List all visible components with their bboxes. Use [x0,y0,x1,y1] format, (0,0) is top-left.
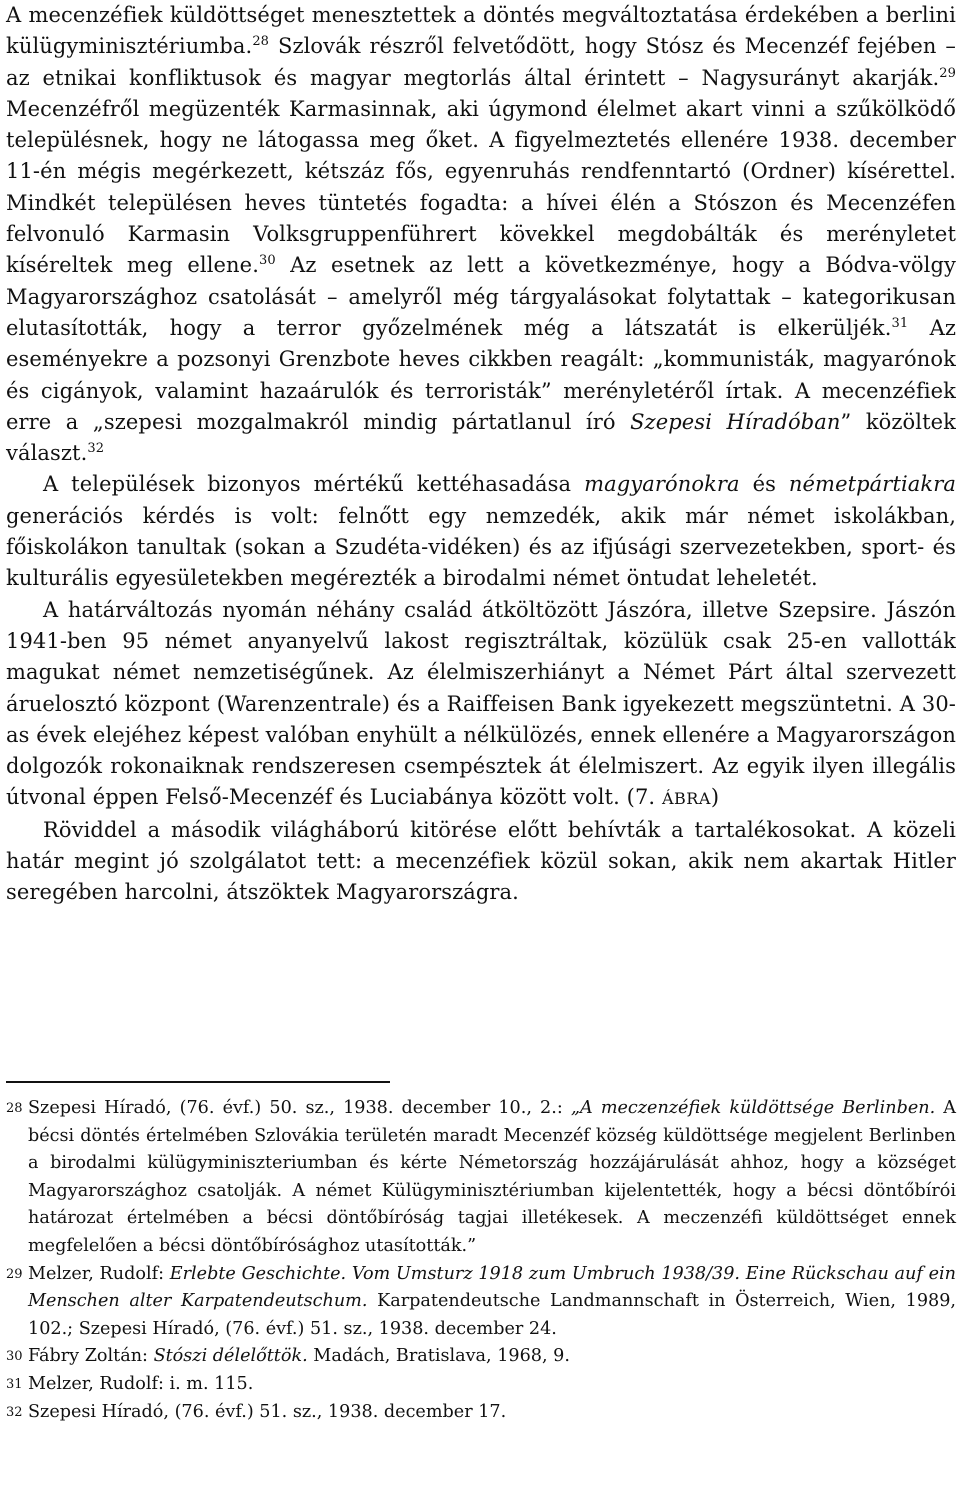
footnote-ref-30[interactable]: 30 [258,253,276,269]
footnote-ref-28[interactable]: 28 [252,34,270,50]
footnote-text: Karpatendeutsche Landmannschaft in Österreich, Wien, 1989, 102.; Szepesi Híradó, (76. évf.) 51. sz., 1938. december 24. [28,1291,956,1339]
footnote-italic: „A meczenzéfiek küldöttsége Berlinben. [570,1098,936,1118]
text-run: Az esetnek az lett a következménye, hogy a Bódva-völgy Magyarországhoz csatolását – amelyről még tárgyalásokat folytattak – kategorikusan elutasították, hogy a terror győzelmének még a látszatát is elkerüljék. [6,253,956,340]
footnote-28 [6,1095,956,1261]
footnote-italic: Stószi délelőttök. [153,1346,308,1367]
italic-title: Szepesi Híradóban [630,409,841,434]
footnote-text: Melzer, Rudolf: i. m. 115. [28,1373,254,1394]
footnote-text: Fábry Zoltán: [28,1346,154,1367]
text-run: Mecenzéfről megüzenték Karmasinnak, aki úgymond élelmet akart vinni a szűkölködő településnek, hogy ne látogassa meg őket. A figyelmeztetés ellenére 1938. december 11-én mégis megérkezett, kétszáz fős, egyenruhás rendfenntartó (Ordner) kísérettel. Mindkét településen heves tüntetés fogadta: a hívei élén a Stószon és Mecenzéfen felvonuló Karmasin Volksgruppenführert kövekkel megdobálták és merényletet kíséreltek meg ellene. [6,96,956,278]
text-run: ” közöltek választ. [6,409,957,466]
footnote-text: Melzer, Rudolf: [28,1263,170,1284]
footnote-number: 31 [6,1376,23,1392]
text-run: A határváltozás nyomán néhány család átköltözött Jászóra, illetve Szepsire. Jászón 1941-ben 95 német anyanyelvű lakost regisztráltak, közülük csak 25-en vallották magukat német nemzetiségűnek. Az élelmiszerhiányt a Német Párt által szervezett áruelosztó központ (Warenzentrale) és a Raiffeisen Bank igyekezett megszüntetni. A 30-as évek elejéhez képest valóban enyhült a nélkülözés, ennek ellenére a Magyarországon dolgozók rokonaiknak rendszeresen csempésztek át élelmiszert. Az egyik ilyen illegális útvonal éppen Felső-Mecenzéf és Luciabánya között volt. (7. [6,597,956,810]
main-text [6,0,956,909]
figure-reference[interactable]: ÁBRA [661,789,711,809]
paragraph-1 [6,0,956,469]
footnote-ref-31[interactable]: 31 [891,315,909,331]
text-run: A mecenzéfiek küldöttséget menesztettek a döntés megváltoztatása érdekében a berlini külügyminisztériumba. [6,3,956,59]
paragraph-3 [6,595,956,815]
footnote-ref-29[interactable]: 29 [939,65,956,81]
text-run: Röviddel a második világháború kitörése előtt behívták a tartalékosokat. A közeli határ megint jó szolgálatot tett: a mecenzéfiek közül sokan, akik nem akartak Hitler seregében harcolni, átszöktek Magyarországra. [6,817,956,905]
paragraph-4 [6,815,956,909]
footnote-31 [6,1371,956,1399]
text-run: Az eseményekre a pozsonyi Grenzbote heves cikkben reagált: „kommunisták, magyarónok és cigányok, valamint hazaárulók és terroristák” merényletéről írtak. A mecenzéfiek erre a „szepesi mozgalmakról mindig pártatlanul író [6,315,956,434]
footnote-text: Szepesi Híradó, (76. évf.) 51. sz., 1938. december 17. [28,1401,507,1422]
footnotes [6,1095,956,1426]
footnote-number: 32 [6,1404,23,1420]
footnote-30 [6,1343,956,1371]
text-run: és [739,472,789,497]
text-run: A települések bizonyos mértékű kettéhasadása [43,472,585,497]
text-run: Szlovák részről felvetődött, hogy Stósz és Mecenzéf fejében – az etnikai konfliktusok és magyar megtorlás által érintett – Nagysurányt akarják. [6,34,956,90]
footnote-32 [6,1399,956,1427]
footnote-text: Madách, Bratislava, 1968, 9. [307,1346,570,1367]
footnote-italic: Erlebte Geschichte. Vom Umsturz 1918 zum Umbruch 1938/39. Eine Rückschau auf ein Menschen alter Karpatendeutschum. [28,1263,956,1312]
italic-term: magyarónokra [584,472,740,497]
footnote-separator [6,1081,390,1083]
footnote-29 [6,1261,956,1344]
footnote-number: 29 [6,1266,23,1282]
footnote-text: A bécsi döntés értelmében Szlovákia területén maradt Mecenzéf község küldöttsége megjelent Berlinben a birodalmi külügyminiszteriumban és kérte Németország hozzájárulását ahhoz, hogy a községet Magyarországhoz csatolják. A német Külügyminisztériumban kijelentették, hogy a bécsi döntőbírói határozat értelmében a bécsi döntőbíróság tagjai illetékesek. A meczenzéfi küldöttséget ennek megfelelően a bécsi döntőbírósághoz utasították.” [28,1098,956,1256]
text-run: ) [710,785,720,810]
document-page [6,0,957,1422]
footnote-number: 30 [6,1349,23,1365]
footnote-number: 28 [6,1101,23,1116]
footnote-text: Szepesi Híradó, (76. évf.) 50. sz., 1938. december 10., 2.: [28,1098,571,1118]
paragraph-2 [6,469,956,594]
footnote-ref-32[interactable]: 32 [87,441,105,457]
text-run: generációs kérdés is volt: felnőtt egy nemzedék, akik már német iskolákban, főiskolákon tanultak (sokan a Szudéta-vidéken) és az ifjúsági szervezetekben, sport- és kulturális egyesületekben megérezték a birodalmi német öntudat leheletét. [6,503,956,591]
italic-term: németpártiakra [788,472,956,497]
